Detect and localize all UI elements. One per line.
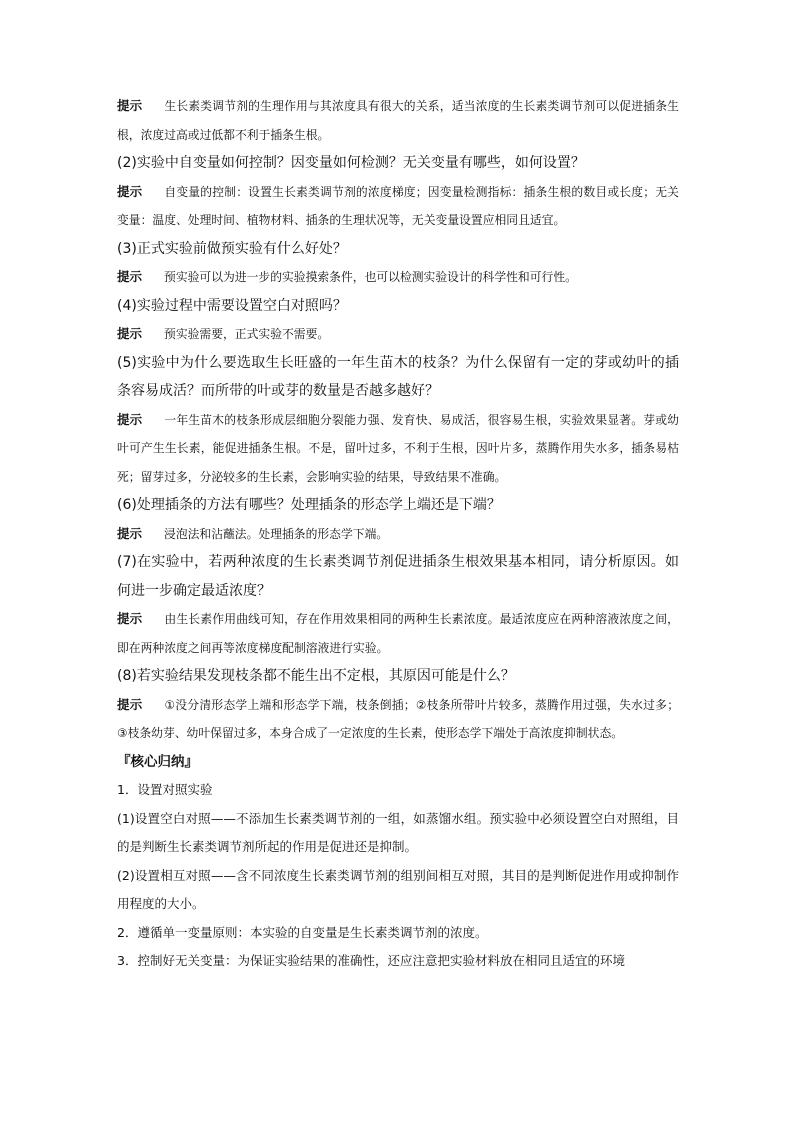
summary-2: 2．遵循单一变量原则：本实验的自变量是生长素类调节剂的浓度。: [117, 924, 488, 940]
question-3: (3)正式实验前做预实验有什么好处？: [117, 240, 347, 257]
answer-8: [117, 691, 679, 748]
hint-label: 提示: [117, 183, 143, 199]
summary-3: 3．控制好无关变量：为保证实验结果的准确性，还应注意把实验材料放在相同且适宜的环境: [117, 953, 625, 968]
answer-5: [117, 406, 679, 492]
hint-label: 提示: [117, 525, 143, 541]
answer-text: 预实验可以为进一步的实验摸索条件，也可以检测实验设计的科学性和可行性。: [164, 270, 577, 284]
hint-label: 提示: [117, 411, 143, 427]
answer-text: 由生长素作用曲线可知，存在作用效果相同的两种生长素浓度。最适浓度应在两种溶液浓度之间，即在两种浓度之间再等浓度梯度配制溶液进行实验。: [117, 612, 679, 655]
answer-text: 生长素类调节剂的生理作用与其浓度具有很大的关系，适当浓度的生长素类调节剂可以促进插条生根，浓度过高或过低都不利于插条生根。: [117, 99, 679, 142]
question-4: (4)实验过程中需要设置空白对照吗？: [117, 297, 347, 314]
question-7: (7)在实验中，若两种浓度的生长素类调节剂促进插条生根效果基本相同，请分析原因。如何进一步确定最适浓度？: [117, 554, 679, 599]
question-5: (5)实验中为什么要选取生长旺盛的一年生苗木的枝条？为什么保留有一定的芽或幼叶的插条容易成活？而所带的叶或芽的数量是否越多越好？: [117, 354, 679, 399]
question-8: (8)若实验结果发现枝条都不能生出不定根，其原因可能是什么？: [117, 668, 515, 684]
document-page: [117, 92, 679, 976]
answer-4: [117, 320, 679, 349]
hint-label: 提示: [117, 326, 143, 341]
answer-text: 浸泡法和沾蘸法。处理插条的形态学下端。: [164, 526, 389, 541]
hint-label: 提示: [117, 98, 143, 113]
hint-label: 提示: [117, 611, 143, 626]
question-2: (2)实验中自变量如何控制？因变量如何检测？无关变量有哪些，如何设置？: [117, 155, 585, 171]
answer-1: [117, 92, 679, 149]
answer-6: [117, 520, 679, 549]
summary-1-1: (1)设置空白对照——不添加生长素类调节剂的一组，如蒸馏水组。预实验中必须设置空白对照组，目的是判断生长素类调节剂所起的作用是促进还是抑制。: [117, 810, 679, 854]
answer-text: ①没分清形态学上端和形态学下端，枝条倒插；②枝条所带叶片较多，蒸腾作用过强，失水过多；③枝条幼芽、幼叶保留过多，本身合成了一定浓度的生长素，使形态学下端处于高浓度抑制状态。: [117, 697, 679, 740]
section-heading: 『核心归纳』: [117, 753, 198, 770]
question-6: (6)处理插条的方法有哪些？处理插条的形态学上端还是下端？: [117, 497, 501, 513]
hint-label: 提示: [117, 269, 143, 284]
answer-text: 预实验需要，正式实验不需要。: [164, 327, 330, 341]
hint-label: 提示: [117, 696, 143, 712]
summary-1-2: (2)设置相互对照——含不同浓度生长素类调节剂的组别间相互对照，其目的是判断促进作用或抑制作用程度的大小。: [117, 867, 679, 911]
answer-3: [117, 263, 679, 292]
answer-text: 自变量的控制：设置生长素类调节剂的浓度梯度；因变量检测指标：插条生根的数目或长度；无关变量：温度、处理时间、植物材料、插条的生理状况等，无关变量设置应相同且适宜。: [117, 184, 679, 227]
answer-2: [117, 178, 679, 235]
answer-7: [117, 605, 679, 662]
answer-text: 一年生苗木的枝条形成层细胞分裂能力强、发育快、易成活，很容易生根，实验效果显著。芽或幼叶可产生生长素，能促进插条生根。不是，留叶过多，不利于生根，因叶片多，蒸腾作用失水多，插条易枯死；留芽过多，分泌较多的生长素，会影响实验的结果，导致结果不准确。: [117, 412, 679, 484]
summary-1: 1．设置对照实验: [117, 782, 213, 797]
